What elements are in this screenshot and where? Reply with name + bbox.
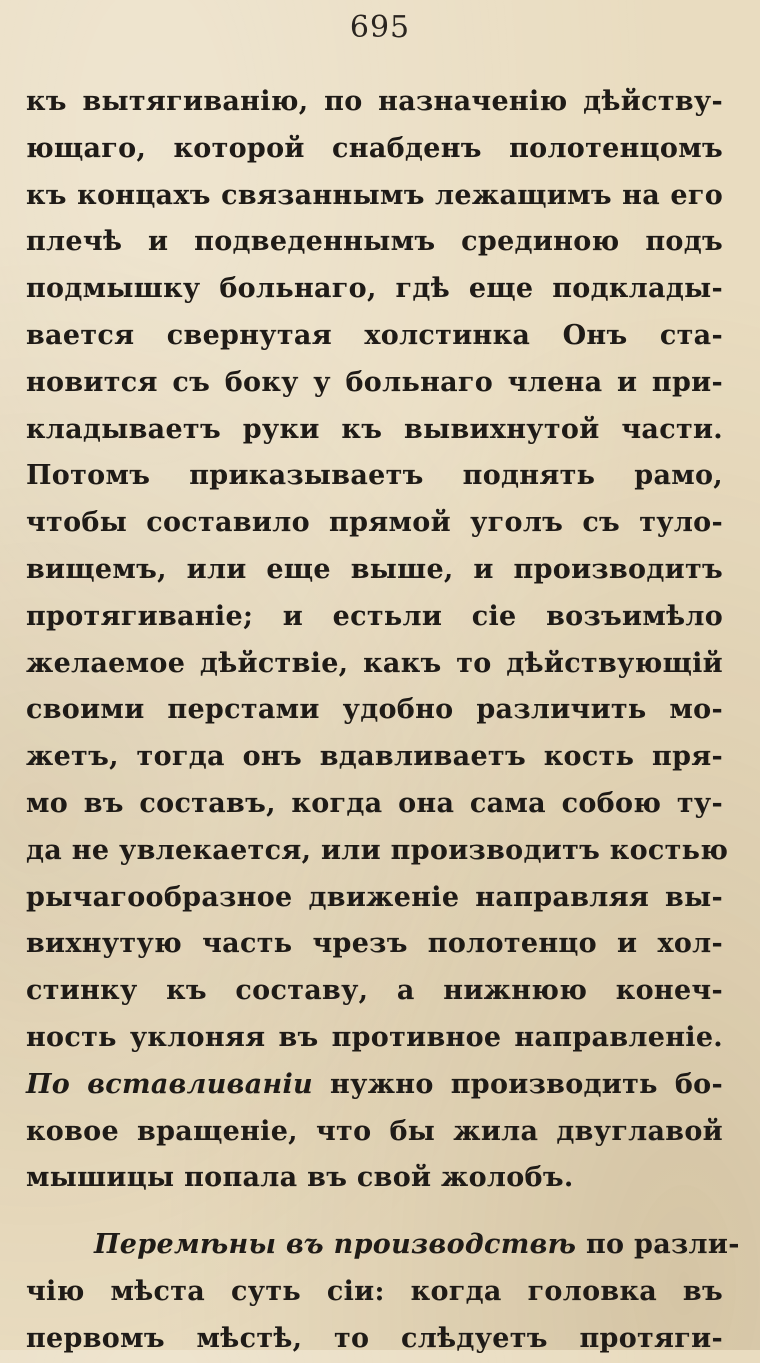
- text-line: первомъ мѣстѣ, то слѣдуетъ протяги-: [26, 1322, 723, 1354]
- text-line: къ концахъ связаннымъ лежащимъ на его: [26, 179, 723, 211]
- text-line: чію мѣста суть сіи: когда головка въ: [26, 1275, 723, 1307]
- text-line: ющаго, которой снабденъ полотенцомъ: [26, 132, 723, 164]
- text-line: да не увлекается, или производитъ костью: [26, 834, 729, 866]
- text-line: мо въ составъ, когда она сама собою ту-: [26, 787, 723, 819]
- text-line: ковое вращеніе, что бы жила двуглавой: [26, 1115, 723, 1147]
- text-line: новится съ боку у больнаго члена и при-: [26, 366, 723, 398]
- text-line: Потомъ приказываетъ поднять рамо,: [26, 460, 723, 492]
- text-line: чтобы составило прямой уголъ съ туло-: [26, 507, 723, 539]
- paragraph-gap: [26, 1202, 723, 1222]
- text-line: къ вытягиванію, по назначенію дѣйству-: [26, 86, 723, 117]
- text-line: ность уклоняя въ противное направленіе.: [26, 1021, 723, 1053]
- text-line: своими перстами удобно различить мо-: [26, 694, 723, 726]
- page-number: 695: [349, 10, 411, 45]
- italic-term: По вставливаніи: [26, 1068, 313, 1100]
- text-line: желаемое дѣйствіе, какъ то дѣйствующій: [26, 647, 723, 679]
- text-line: [26, 1062, 723, 1109]
- text-line: подмышку больнаго, гдѣ еще подклады-: [26, 273, 723, 305]
- text-line: вищемъ, или еще выше, и производитъ: [26, 553, 723, 585]
- text-line: мышицы попала въ свой жолобъ.: [26, 1162, 574, 1194]
- italic-term: Перемѣны въ производствѣ: [94, 1229, 577, 1261]
- text-line: вихнутую часть чрезъ полотенцо и хол-: [26, 928, 723, 960]
- text-line: вается свернутая холстинка Онъ ста-: [26, 319, 723, 351]
- text-line: кладываетъ руки къ вывихнутой части.: [26, 413, 723, 445]
- text-line: плечѣ и подведеннымъ срединою подъ: [26, 226, 723, 258]
- text-line: протягиваніе; и естьли сіе возъимѣло: [26, 600, 723, 632]
- text-line: [26, 1222, 740, 1269]
- body-text: [26, 79, 740, 1363]
- text-line: стинку къ составу, а нижнюю конеч-: [26, 975, 723, 1007]
- text-fragment: нужно производить бо-: [312, 1068, 723, 1100]
- text-line: жетъ, тогда онъ вдавливаетъ кость пря-: [26, 741, 723, 773]
- text-line: рычагообразное движеніе направляя вы-: [26, 881, 723, 913]
- text-fragment: по разли-: [576, 1229, 740, 1261]
